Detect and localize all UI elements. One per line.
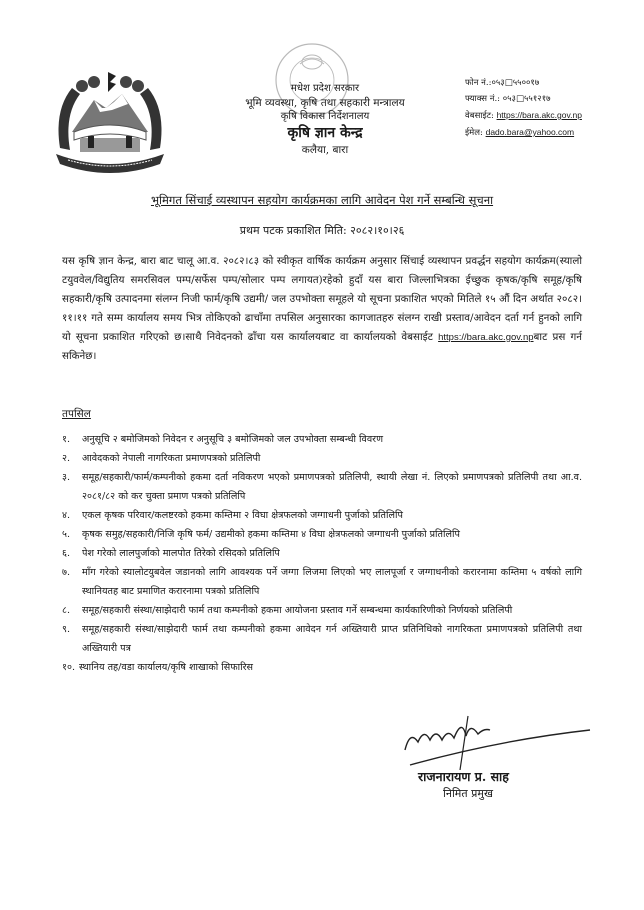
item-text: आवेदकको नेपाली नागरिकता प्रमाणपत्रको प्रतिलिपी [82, 453, 261, 464]
letterhead [200, 82, 450, 158]
website-link[interactable]: https://bara.akc.gov.np [496, 110, 582, 120]
list-item [62, 620, 582, 658]
item-text: माँग गरेको स्यालोटयुबवेल जडानको लागि आवश्यक पर्ने जग्गा लिजमा लिएको भए लालपूर्जा र जग्गाधनीको करारनामा कम्तिमा ५ वर्षको लागि स्थानियतह बाट प्रमाणित करारनामा पत्रको प्रतिलिपि [82, 567, 582, 597]
body-text-1: यस कृषि ज्ञान केन्द्र, बारा बाट चालू आ.व. २०८२।८३ को स्वीकृत वार्षिक कार्यक्रम अनुसार सिंचाई व्यस्थापन प्रवर्द्धन सहयोग कार्यक्रम(स्यालो टयुववेल/विद्युतिय समरसिवल पम्प/सर्फेस पम्प/सोलार पम्प लगायत)रहेको हुदाँ यस बारा जिल्लाभित्रका ईच्छुक कृषक/कृषि समूह/कृषि सहकारी/कृषि उत्पादनमा संलग्न निजी फार्म/कृषि उद्यमी/ जल उपभोक्ता समूहले यो सूचना प्रकाशित भएको मितिले १५ औं दिन अर्थात २०८२।११।११ गते सम्म कार्यालय समय भित्र तोकिएको ढाचाँमा तपसिल अनुसारका कागजातहरु संलग्न राखी प्रस्ताव/आवेदन दर्ता गर्न हुनको लागि यो सूचना प्रकाशित गरिएको छ।साथै निवेदनको ढाँचा यस कार्यालयबाट वा कार्यालयको वेबसाईट [62, 255, 582, 343]
list-item [62, 544, 582, 563]
publication-date: प्रथम पटक प्रकाशित मिति: २०८२।१०।२६ [239, 224, 405, 237]
item-number: ३. [62, 472, 71, 483]
body-text-2: बाट प्रस गर्न सकिनेछ। [62, 331, 582, 362]
item-number: २. [62, 453, 71, 464]
phone-number: फोन नं.:०५३□५५००१७ [465, 78, 540, 88]
email-row [465, 124, 582, 141]
email-link[interactable]: dado.bara@yahoo.com [485, 127, 575, 137]
item-number: ९. [62, 624, 71, 635]
item-number: ७. [62, 567, 71, 578]
website-row [465, 107, 582, 124]
signatory-role: निमित प्रमुख [443, 787, 493, 800]
list-item [62, 506, 582, 525]
item-text: पेश गरेको लालपुर्जाको मालपोत तिरेको रसिदको प्रतिलिपि [82, 548, 280, 559]
signatory-name: राजनारायण प्र. साह [418, 769, 509, 784]
signature-icon [400, 710, 600, 770]
fax-number: फ्याक्स नं.: ०५३□५५१२१७ [465, 94, 551, 104]
website-label: वेबसाईट: [465, 111, 497, 121]
item-text: एकल कृषक परिवार/कलष्टरको हकमा कम्तिमा २ विघा क्षेत्रफलको जग्गाधनी पुर्जाको प्रतिलिपि [82, 510, 403, 521]
province-name: मधेश प्रदेश सरकार [290, 83, 360, 94]
notice-title: भूमिगत सिंचाई व्यस्थापन सहयोग कार्यक्रमका लागि आवेदन पेश गर्ने सम्बन्धि सूचना [150, 193, 494, 207]
item-text: अनुसूचि २ बमोजिमको निवेदन र अनुसूचि ३ बमोजिमको जल उपभोक्ता सम्बन्धी विवरण [82, 434, 384, 445]
email-label: ईमेल: [465, 128, 486, 138]
list-item [62, 449, 582, 468]
list-item [62, 525, 582, 544]
nepal-emblem-icon [42, 70, 178, 178]
list-item [62, 563, 582, 601]
item-text: समूह/सहकारी संस्था/साझेदारी फार्म तथा कम्पनीको हकमा आवेदन गर्न अख्तियारी प्राप्त प्रतिनिधिको नागरिकता प्रमाणपत्रको प्रतिलिपी तथा अख्तियारी पत्र [82, 624, 582, 654]
list-item [62, 601, 582, 620]
item-number: ६. [62, 548, 71, 559]
item-number: ८. [62, 605, 71, 616]
notice-body [62, 252, 582, 366]
item-number: ५. [62, 529, 71, 540]
item-number: १०. [62, 662, 76, 673]
list-item [62, 468, 582, 506]
directorate-name: कृषि विकास निर्देशनालय [280, 111, 370, 122]
contact-block [465, 75, 582, 141]
item-text: कृषक समुह/सहकारी/निजि कृषि फर्म/ उद्यमीको हकमा कम्तिमा ४ विघा क्षेत्रफलको जग्गाधनी पुर्जाको प्रतिलिपि [82, 529, 460, 540]
item-text: समूह/सहकारी संस्था/साझेदारी फार्म तथा कम्पनीको हकमा आयोजना प्रस्ताव गर्ने सम्बन्धमा कार्यकारिणीको निर्णयको प्रतिलिपी [82, 605, 513, 616]
list-item [62, 658, 582, 677]
item-text: समूह/सहकारी/फार्म/कम्पनीको हकमा दर्ता नविकरण भएको प्रमाणपत्रको प्रतिलिपी, स्थायी लेखा नं. लिएको प्रमाणपत्रको प्रतिलिपी तथा आ.व. २०८१/८२ को कर चुक्ता प्रमाण पत्रको प्रतिलिपि [82, 472, 582, 502]
item-number: १. [62, 434, 71, 445]
body-website-link[interactable]: https://bara.akc.gov.np [438, 332, 534, 343]
list-item [62, 430, 582, 449]
tapsil-heading: तपसिल [62, 408, 91, 420]
office-name: कृषि ज्ञान केन्द्र [287, 125, 363, 141]
item-text: स्थानिय तह/वडा कार्यालय/कृषि शाखाको सिफारिस [79, 662, 254, 673]
document-list [62, 430, 582, 677]
item-number: ४. [62, 510, 71, 521]
ministry-name: भूमि व्यवस्था, कृषि तथा सहकारी मन्त्रालय [245, 97, 405, 109]
office-location: कलैया, बारा [301, 144, 349, 156]
